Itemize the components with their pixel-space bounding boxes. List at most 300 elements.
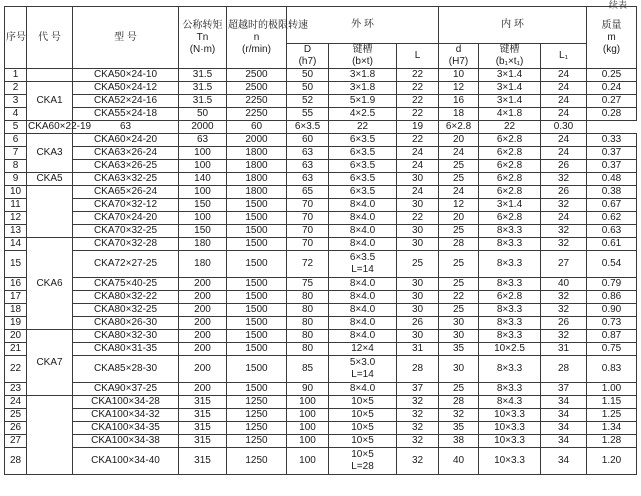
seq-cell: 18 [5,304,27,317]
seq-cell: 14 [5,238,27,251]
outer-keyway-cell: 12×4 [329,343,397,356]
model-cell: CKA60×22-19 [28,121,92,132]
seq-cell: 28 [5,448,27,475]
seq-cell: 1 [5,69,27,82]
header-outer-ring: 外 环 [287,7,439,44]
inner-keyway-cell: 10×3.3 [479,448,541,475]
table-row [5,108,637,121]
outer-keyway-cell: 4×2.5 [329,108,397,121]
model-cell: CKA60×24-20 [73,134,179,147]
table-row [5,69,637,82]
table-row [5,330,637,343]
outer-diameter-cell: 60 [227,121,287,134]
mass-cell: 0.54 [587,251,637,278]
model-cell: CKA70×32-28 [73,238,179,251]
seq-cell: 27 [5,435,27,448]
code-cell: CKA3 [27,134,73,173]
model-cell: CKA100×34-40 [73,448,179,475]
table-row [5,343,637,356]
inner-length-cell: 24 [541,69,587,82]
inner-keyway-cell: 8×3.3 [479,225,541,238]
outer-diameter-cell: 100 [287,448,329,475]
inner-diameter-cell: 25 [439,304,479,317]
outer-keyway-cell: 6×3.5 [329,173,397,186]
table-body [5,69,637,475]
inner-keyway-cell: 3×1.4 [479,199,541,212]
code-cell: CKA6 [27,238,73,330]
torque-cell: 100 [179,160,227,173]
inner-keyway-cell: 6×2.8 [479,186,541,199]
inner-length-cell: 24 [541,147,587,160]
speed-cell: 1500 [227,199,287,212]
outer-diameter-cell: 100 [287,422,329,435]
mass-cell: 1.20 [587,448,637,475]
model-cell: CKA65×26-24 [73,186,179,199]
outer-diameter-cell: 85 [287,356,329,383]
inner-diameter-cell: 10 [439,69,479,82]
header-mass: 质量 m (kg) [587,7,637,69]
seq-cell: 3 [5,95,27,108]
header-outer-diameter: D (h7) [287,44,329,69]
outer-keyway-size: 5×3.0 [349,357,376,368]
torque-cell: 63 [73,121,179,134]
inner-length-cell: 32 [541,330,587,343]
table-row [5,251,637,278]
inner-keyway-cell: 10×2.5 [479,343,541,356]
table-row [5,238,637,251]
inner-diameter-cell: 25 [439,173,479,186]
mass-cell: 0.87 [587,330,637,343]
outer-keyway-length: L=28 [351,461,374,472]
speed-cell: 1250 [227,409,287,422]
header-inner-length: L₁ [541,44,587,69]
mass-cell: 0.25 [587,69,637,82]
outer-diameter-cell: 50 [287,69,329,82]
inner-diameter-cell: 18 [439,108,479,121]
outer-length-cell: 22 [329,121,397,134]
inner-diameter-cell: 16 [439,95,479,108]
outer-diameter-cell: 80 [287,291,329,304]
inner-diameter-cell: 40 [439,448,479,475]
inner-length-cell: 32 [541,238,587,251]
table-row [5,422,637,435]
inner-length-cell: 34 [541,435,587,448]
code-cell [27,69,73,82]
outer-keyway-length: L=14 [351,264,374,275]
table-row [5,134,637,147]
outer-keyway-cell: 3×1.8 [329,69,397,82]
outer-length-cell: 22 [397,212,439,225]
speed-cell: 1800 [227,147,287,160]
torque-cell: 100 [179,147,227,160]
mass-cell: 0.62 [587,212,637,225]
outer-diameter-cell: 100 [287,396,329,409]
outer-keyway-cell [329,251,397,278]
seq-cell: 7 [5,147,27,160]
outer-keyway-cell: 6×3.5 [329,134,397,147]
outer-length-cell: 30 [397,199,439,212]
model-cell: CKA100×34-38 [73,435,179,448]
outer-diameter-cell: 63 [287,160,329,173]
header-outer-length: L [397,44,439,69]
mass-cell: 0.48 [587,173,637,186]
outer-length-cell: 22 [397,134,439,147]
inner-length-cell: 37 [541,383,587,396]
model-cell: CKA90×37-25 [73,383,179,396]
speed-cell: 1500 [227,291,287,304]
torque-cell: 100 [179,212,227,225]
inner-keyway-cell: 6×2.8 [479,291,541,304]
outer-diameter-cell: 80 [287,304,329,317]
header-code: 代 号 [27,7,73,69]
outer-length-cell: 22 [397,69,439,82]
table-row [5,304,637,317]
torque-cell: 200 [179,278,227,291]
inner-diameter-cell: 28 [439,238,479,251]
torque-cell: 140 [179,173,227,186]
speed-cell: 2250 [227,108,287,121]
speed-cell: 1800 [227,160,287,173]
inner-diameter-cell: 12 [439,199,479,212]
inner-diameter-cell: 30 [439,356,479,383]
outer-diameter-cell: 70 [287,199,329,212]
mass-cell: 1.25 [587,409,637,422]
table-row [5,121,637,134]
outer-length-cell: 30 [397,278,439,291]
header-torque: 公称转矩 Tn (N·m) [179,7,227,69]
torque-cell: 315 [179,409,227,422]
seq-cell: 2 [5,82,27,95]
seq-cell: 16 [5,278,27,291]
outer-diameter-cell: 70 [287,212,329,225]
outer-length-cell: 37 [397,383,439,396]
speed-cell: 1500 [227,278,287,291]
outer-diameter-cell: 55 [287,108,329,121]
inner-diameter-cell: 35 [439,343,479,356]
inner-length-cell: 28 [541,356,587,383]
outer-keyway-cell: 10×5 [329,409,397,422]
inner-length-cell: 32 [541,199,587,212]
outer-length-cell: 24 [397,160,439,173]
outer-diameter-cell: 60 [287,134,329,147]
inner-keyway-cell: 8×4.3 [479,396,541,409]
inner-diameter-cell: 32 [439,409,479,422]
outer-diameter-cell: 70 [287,225,329,238]
inner-length-cell: 34 [541,422,587,435]
torque-cell: 31.5 [179,69,227,82]
torque-cell: 315 [179,422,227,435]
inner-length-cell: 34 [541,448,587,475]
inner-length-cell: 40 [541,278,587,291]
outer-keyway-cell: 10×5 [329,435,397,448]
mass-cell: 0.37 [587,160,637,173]
torque-cell: 100 [179,186,227,199]
model-cell: CKA80×32-25 [73,304,179,317]
outer-keyway-cell: 6×3.5 [329,186,397,199]
outer-length-cell: 32 [397,448,439,475]
speed-cell: 1800 [227,173,287,186]
mass-cell: 0.67 [587,199,637,212]
seq-cell: 9 [5,173,27,186]
table-row [5,356,637,383]
seq-cell: 15 [5,251,27,278]
inner-diameter-cell: 20 [439,212,479,225]
inner-diameter-cell: 12 [439,82,479,95]
speed-cell: 2500 [227,82,287,95]
table-row [5,160,637,173]
torque-cell: 180 [179,251,227,278]
outer-keyway-cell: 5×1.9 [329,95,397,108]
inner-diameter-cell: 28 [439,396,479,409]
outer-length-cell: 24 [397,147,439,160]
outer-length-cell: 30 [397,238,439,251]
inner-length-cell: 32 [541,291,587,304]
inner-length-cell: 34 [541,409,587,422]
inner-keyway-cell: 8×3.3 [479,356,541,383]
inner-keyway-cell: 8×3.3 [479,304,541,317]
outer-keyway-cell: 3×1.8 [329,82,397,95]
seq-cell: 19 [5,317,27,330]
seq-cell: 26 [5,422,27,435]
outer-diameter-cell: 70 [287,238,329,251]
outer-keyway-cell: 8×4.0 [329,330,397,343]
model-cell: CKA80×31-35 [73,343,179,356]
table-row [5,409,637,422]
speed-cell: 1500 [227,238,287,251]
mass-cell: 0.79 [587,278,637,291]
outer-length-cell: 24 [397,186,439,199]
inner-keyway-cell: 8×3.3 [479,330,541,343]
inner-keyway-cell: 8×3.3 [479,238,541,251]
outer-diameter-cell: 52 [287,95,329,108]
outer-length-cell: 22 [397,82,439,95]
inner-length-cell: 27 [541,251,587,278]
inner-length-cell: 26 [541,317,587,330]
code-cell: CKA7 [27,330,73,396]
outer-keyway-cell: 8×4.0 [329,199,397,212]
speed-cell: 1500 [227,330,287,343]
seq-cell: 11 [5,199,27,212]
model-cell: CKA50×24-10 [73,69,179,82]
table-row [5,291,637,304]
torque-cell: 150 [179,199,227,212]
inner-keyway-cell: 8×3.3 [479,278,541,291]
model-cell: CKA70×32-12 [73,199,179,212]
outer-length-cell: 31 [397,343,439,356]
continued-table-marker: 续表 [608,0,627,10]
seq-cell: 10 [5,186,27,199]
speed-cell: 1250 [227,396,287,409]
table-row [5,383,637,396]
model-cell: CKA70×24-20 [73,212,179,225]
inner-diameter-cell: 25 [439,278,479,291]
code-cell: CKA1 [27,82,73,121]
mass-cell: 0.37 [587,147,637,160]
outer-length-cell: 32 [397,422,439,435]
table-row [5,448,637,475]
outer-length-cell: 30 [397,173,439,186]
seq-cell: 22 [5,356,27,383]
outer-length-cell: 25 [397,251,439,278]
mass-cell: 0.63 [587,225,637,238]
inner-keyway-cell: 8×3.3 [479,317,541,330]
speed-cell: 1500 [227,225,287,238]
inner-diameter-cell: 20 [439,134,479,147]
inner-length-cell: 34 [541,396,587,409]
inner-diameter-cell: 38 [439,435,479,448]
outer-keyway-cell: 8×4.0 [329,304,397,317]
torque-cell: 50 [179,108,227,121]
inner-length-cell: 31 [541,343,587,356]
speed-cell: 1500 [227,317,287,330]
speed-cell: 1250 [227,435,287,448]
mass-cell: 0.90 [587,304,637,317]
inner-keyway-cell: 6×2.8 [439,121,479,134]
model-cell: CKA80×32-22 [73,291,179,304]
outer-keyway-size: 6×3.5 [349,252,376,263]
inner-keyway-cell: 6×2.8 [479,173,541,186]
outer-keyway-cell [329,448,397,475]
outer-length-cell: 32 [397,396,439,409]
inner-diameter-cell: 24 [439,147,479,160]
torque-cell: 315 [179,448,227,475]
model-cell: CKA100×34-32 [73,409,179,422]
speed-cell: 2250 [227,95,287,108]
seq-cell: 17 [5,291,27,304]
inner-keyway-cell: 3×1.4 [479,69,541,82]
inner-diameter-cell: 19 [397,121,439,134]
outer-diameter-cell: 90 [287,383,329,396]
inner-length-cell: 24 [541,134,587,147]
speed-cell: 1500 [227,356,287,383]
inner-length-cell: 24 [541,82,587,95]
table-row [5,147,637,160]
outer-keyway-length: L=14 [351,369,374,380]
header-model: 型 号 [73,7,179,69]
model-cell: CKA63×26-24 [73,147,179,160]
outer-diameter-cell: 100 [287,435,329,448]
outer-length-cell: 26 [397,317,439,330]
inner-diameter-cell: 22 [439,291,479,304]
torque-cell: 200 [179,356,227,383]
outer-keyway-cell: 8×4.0 [329,278,397,291]
inner-keyway-cell: 10×3.3 [479,422,541,435]
mass-cell: 0.61 [587,238,637,251]
inner-length-cell: 24 [541,95,587,108]
torque-cell: 200 [179,291,227,304]
inner-keyway-cell: 6×2.8 [479,147,541,160]
seq-cell: 13 [5,225,27,238]
inner-keyway-cell: 8×3.3 [479,383,541,396]
table-row [5,435,637,448]
header-inner-ring: 内 环 [439,7,587,44]
outer-keyway-cell: 8×4.0 [329,383,397,396]
model-cell: CKA80×26-30 [73,317,179,330]
model-cell: CKA75×40-25 [73,278,179,291]
coupling-spec-table [4,6,637,475]
torque-cell: 200 [179,304,227,317]
outer-diameter-cell: 63 [287,173,329,186]
outer-diameter-cell: 80 [287,317,329,330]
inner-diameter-cell: 25 [439,251,479,278]
inner-diameter-cell: 25 [439,225,479,238]
model-cell: CKA70×32-25 [73,225,179,238]
code-cell [27,186,73,238]
table-row [5,173,637,186]
header-outer-keyway: 键槽 (b×t) [329,44,397,69]
inner-diameter-cell: 24 [439,186,479,199]
inner-keyway-cell: 6×2.8 [479,212,541,225]
speed-cell: 2000 [227,134,287,147]
speed-cell: 1250 [227,422,287,435]
torque-cell: 200 [179,317,227,330]
seq-cell: 12 [5,212,27,225]
mass-cell: 1.28 [587,435,637,448]
outer-length-cell: 22 [397,108,439,121]
table-row [5,82,637,95]
outer-diameter-cell: 80 [287,343,329,356]
mass-cell: 0.73 [587,317,637,330]
inner-length-cell: 24 [541,212,587,225]
code-cell: CKA5 [27,173,73,186]
inner-keyway-cell: 6×2.8 [479,134,541,147]
torque-cell: 200 [179,343,227,356]
model-cell: CKA63×32-25 [73,173,179,186]
outer-length-cell: 30 [397,304,439,317]
torque-cell: 180 [179,238,227,251]
inner-length-cell: 32 [541,304,587,317]
inner-keyway-cell: 10×3.3 [479,409,541,422]
mass-cell: 0.38 [587,186,637,199]
mass-cell: 0.75 [587,343,637,356]
model-cell: CKA52×24-16 [73,95,179,108]
inner-length-cell: 32 [541,173,587,186]
speed-cell: 1500 [227,212,287,225]
table-row [5,199,637,212]
inner-diameter-cell: 25 [439,383,479,396]
inner-keyway-cell: 3×1.4 [479,95,541,108]
model-cell: CKA100×34-28 [73,396,179,409]
speed-cell: 2000 [179,121,227,134]
mass-cell: 0.83 [587,356,637,383]
outer-length-cell: 22 [397,95,439,108]
inner-length-cell: 26 [541,186,587,199]
inner-keyway-cell: 8×3.3 [479,251,541,278]
outer-length-cell: 32 [397,409,439,422]
seq-cell: 6 [5,134,27,147]
torque-cell: 31.5 [179,82,227,95]
table-row [5,95,637,108]
seq-cell: 25 [5,409,27,422]
model-cell: CKA80×32-30 [73,330,179,343]
outer-length-cell: 32 [397,435,439,448]
inner-keyway-cell: 6×2.8 [479,160,541,173]
outer-diameter-cell: 75 [287,278,329,291]
speed-cell: 2500 [227,69,287,82]
outer-diameter-cell: 80 [287,330,329,343]
model-cell: CKA55×24-18 [73,108,179,121]
torque-cell: 315 [179,396,227,409]
mass-cell: 0.33 [587,134,637,147]
torque-cell: 315 [179,435,227,448]
outer-keyway-cell: 8×4.0 [329,225,397,238]
torque-cell: 31.5 [179,95,227,108]
outer-keyway-cell: 8×4.0 [329,212,397,225]
outer-keyway-cell: 10×5 [329,422,397,435]
mass-cell: 0.28 [587,108,637,121]
outer-diameter-cell: 65 [287,186,329,199]
outer-keyway-cell: 8×4.0 [329,291,397,304]
